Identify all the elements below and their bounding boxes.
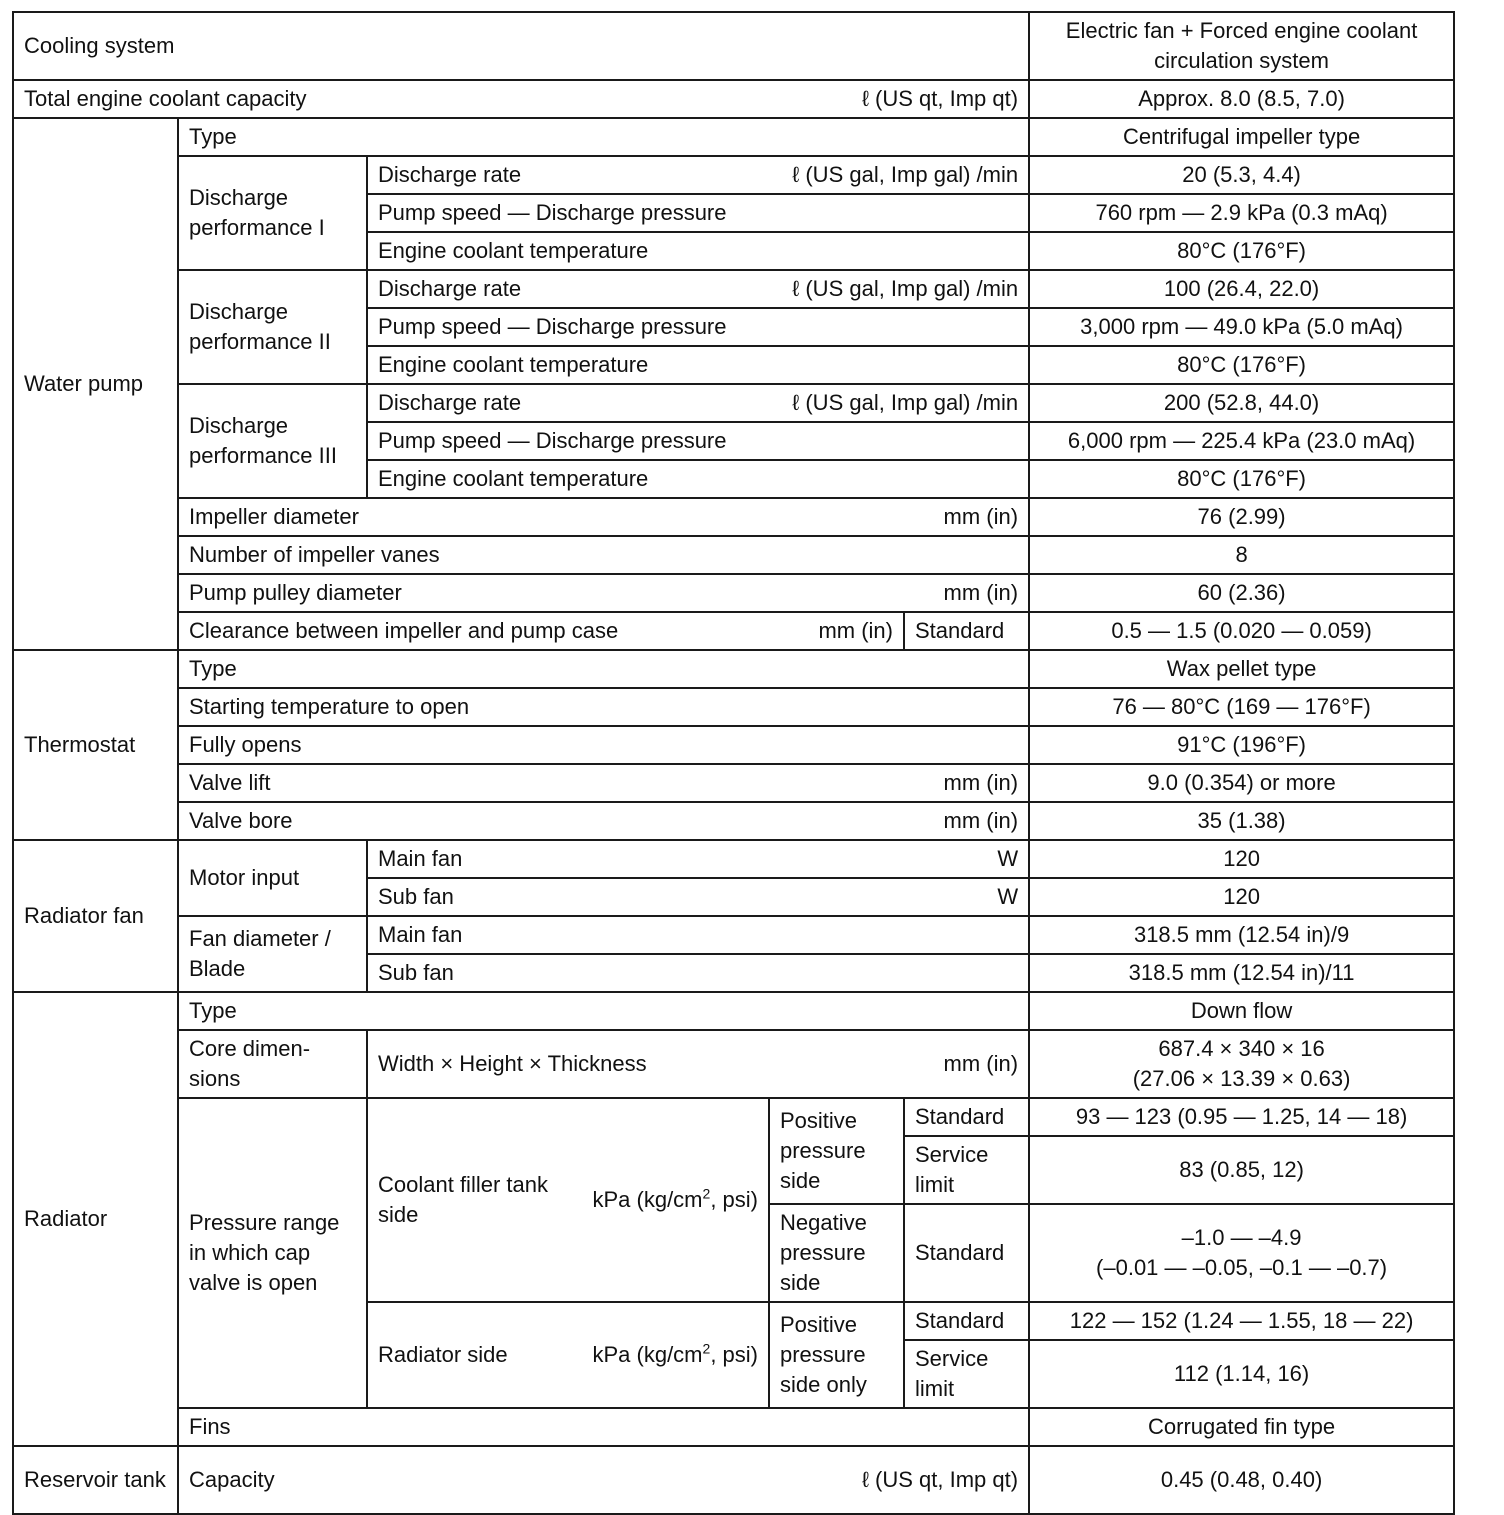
clearance-sub: Standard: [904, 612, 1029, 650]
total-capacity-unit: ℓ (US qt, Imp qt): [861, 86, 1019, 111]
valve-lift-label: Valve lift: [189, 770, 271, 795]
filler-neg-value-line1: –1.0 — –4.9: [1181, 1225, 1302, 1250]
filler-label: Coolant filler tank side: [378, 1172, 548, 1227]
row-perf2-rate: [13, 270, 1454, 308]
row-pulley-diameter: [13, 574, 1454, 612]
clearance-value: 0.5 — 1.5 (0.020 — 0.059): [1029, 612, 1454, 650]
reservoir-unit: ℓ (US qt, Imp qt): [861, 1467, 1019, 1492]
thermostat-label: Thermostat: [13, 650, 178, 840]
valve-bore-value: 35 (1.38): [1029, 802, 1454, 840]
row-perf3-rate: [13, 384, 1454, 422]
radiator-side-service-value: 112 (1.14, 16): [1029, 1340, 1454, 1408]
impeller-diameter-unit: mm (in): [943, 504, 1019, 529]
perf2-rate-unit: ℓ (US gal, Imp gal) /min: [792, 276, 1019, 301]
perf1-rate-label: Discharge rate: [378, 162, 522, 187]
fan-diameter-main-value: 318.5 mm (12.54 in)/9: [1029, 916, 1454, 954]
fins-label: Fins: [178, 1408, 1029, 1446]
clearance-unit: mm (in): [818, 618, 893, 643]
motor-sub-value: 120: [1029, 878, 1454, 916]
filler-negative-label: Negative pressure side: [769, 1204, 904, 1302]
row-thermostat-fully: [13, 726, 1454, 764]
motor-main-unit: W: [997, 846, 1019, 871]
valve-bore-label: Valve bore: [189, 808, 293, 833]
valve-bore-unit: mm (in): [943, 808, 1019, 833]
row-motor-main: [13, 840, 1454, 878]
reservoir-value: 0.45 (0.48, 0.40): [1029, 1446, 1454, 1514]
pulley-diameter-label: Pump pulley diameter: [189, 580, 402, 605]
row-total-capacity: [13, 80, 1454, 118]
radiator-side-service-label: Service limit: [904, 1340, 1029, 1408]
clearance-label: Clearance between impeller and pump case: [189, 618, 619, 643]
fan-diameter-sub-label: Sub fan: [367, 954, 1029, 992]
row-clearance: [13, 612, 1454, 650]
fan-diameter-sub-value: 318.5 mm (12.54 in)/11: [1029, 954, 1454, 992]
filler-neg-value-line2: (–0.01 — –0.05, –0.1 — –0.7): [1096, 1255, 1388, 1280]
perf2-temp-label: Engine coolant temperature: [367, 346, 1029, 384]
motor-sub-unit: W: [997, 884, 1019, 909]
perf1-temp-label: Engine coolant temperature: [367, 232, 1029, 270]
core-value-line1: 687.4 × 340 × 16: [1158, 1036, 1325, 1061]
row-fins: [13, 1408, 1454, 1446]
impeller-vanes-label: Number of impeller vanes: [178, 536, 1029, 574]
impeller-diameter-label: Impeller diameter: [189, 504, 359, 529]
cooling-spec-table: [12, 11, 1455, 1515]
cooling-system-value: Electric fan + Forced engine coolant circulation system: [1029, 12, 1454, 80]
core-label: Core dimen-sions: [178, 1030, 367, 1098]
pulley-diameter-value: 60 (2.36): [1029, 574, 1454, 612]
radiator-side-standard-value: 122 — 152 (1.24 — 1.55, 18 — 22): [1029, 1302, 1454, 1340]
filler-pos-standard-value: 93 — 123 (0.95 — 1.25, 14 — 18): [1029, 1098, 1454, 1136]
fully-opens-value: 91°C (196°F): [1029, 726, 1454, 764]
row-reservoir: [13, 1446, 1454, 1514]
filler-pos-standard-label: Standard: [904, 1098, 1029, 1136]
perf2-rate-value: 100 (26.4, 22.0): [1029, 270, 1454, 308]
fins-value: Corrugated fin type: [1029, 1408, 1454, 1446]
thermostat-type-label: Type: [178, 650, 1029, 688]
row-filler-pos-standard: [13, 1098, 1454, 1136]
cooling-system-label: Cooling system: [13, 12, 1029, 80]
perf2-speed-label: Pump speed — Discharge pressure: [367, 308, 1029, 346]
row-core-dimensions: [13, 1030, 1454, 1098]
row-radiator-type: [13, 992, 1454, 1030]
perf1-speed-label: Pump speed — Discharge pressure: [367, 194, 1029, 232]
motor-main-value: 120: [1029, 840, 1454, 878]
row-thermostat-start: [13, 688, 1454, 726]
core-sub-label: Width × Height × Thickness: [378, 1051, 647, 1076]
radiator-side-standard-label: Standard: [904, 1302, 1029, 1340]
motor-main-label: Main fan: [378, 846, 463, 871]
row-water-pump-type: [13, 118, 1454, 156]
filler-neg-standard-label: Standard: [904, 1204, 1029, 1302]
perf2-speed-value: 3,000 rpm — 49.0 kPa (5.0 mAq): [1029, 308, 1454, 346]
filler-pos-service-label: Service limit: [904, 1136, 1029, 1204]
perf2-label: Discharge performance II: [178, 270, 367, 384]
row-fan-diameter-main: [13, 916, 1454, 954]
water-pump-label: Water pump: [13, 118, 178, 650]
impeller-diameter-value: 76 (2.99): [1029, 498, 1454, 536]
perf3-speed-value: 6,000 rpm — 225.4 kPa (23.0 mAq): [1029, 422, 1454, 460]
thermostat-type-value: Wax pellet type: [1029, 650, 1454, 688]
filler-unit: kPa ($kg/cm^2$, psi): [592, 1185, 758, 1212]
radiator-type-label: Type: [178, 992, 1029, 1030]
perf1-rate-value: 20 (5.3, 4.4): [1029, 156, 1454, 194]
row-thermostat-type: [13, 650, 1454, 688]
perf1-speed-value: 760 rpm — 2.9 kPa (0.3 mAq): [1029, 194, 1454, 232]
radiator-label: Radiator: [13, 992, 178, 1446]
radiator-side-unit: kPa ($kg/cm^2$, psi): [592, 1340, 758, 1367]
perf3-rate-label: Discharge rate: [378, 390, 522, 415]
total-capacity-value: Approx. 8.0 (8.5, 7.0): [1029, 80, 1454, 118]
core-value-line2: (27.06 × 13.39 × 0.63): [1132, 1066, 1351, 1091]
perf3-speed-label: Pump speed — Discharge pressure: [367, 422, 1029, 460]
row-cooling-system: [13, 12, 1454, 80]
motor-sub-label: Sub fan: [378, 884, 454, 909]
filler-pos-service-value: 83 (0.85, 12): [1029, 1136, 1454, 1204]
perf3-temp-label: Engine coolant temperature: [367, 460, 1029, 498]
row-valve-bore: [13, 802, 1454, 840]
radiator-type-value: Down flow: [1029, 992, 1454, 1030]
row-valve-lift: [13, 764, 1454, 802]
water-pump-type-value: Centrifugal impeller type: [1029, 118, 1454, 156]
cap-pressure-label: Pressure range in which cap valve is open: [178, 1098, 367, 1408]
filler-positive-label: Positive pressure side: [769, 1098, 904, 1204]
radiator-fan-label: Radiator fan: [13, 840, 178, 992]
valve-lift-value: 9.0 (0.354) or more: [1029, 764, 1454, 802]
perf2-rate-label: Discharge rate: [378, 276, 522, 301]
perf1-label: Discharge performance I: [178, 156, 367, 270]
start-open-label: Starting temperature to open: [178, 688, 1029, 726]
water-pump-type-label: Type: [178, 118, 1029, 156]
perf3-label: Discharge performance III: [178, 384, 367, 498]
pulley-diameter-unit: mm (in): [943, 580, 1019, 605]
reservoir-label: Reservoir tank: [13, 1446, 178, 1514]
impeller-vanes-value: 8: [1029, 536, 1454, 574]
motor-input-label: Motor input: [178, 840, 367, 916]
perf1-rate-unit: ℓ (US gal, Imp gal) /min: [792, 162, 1019, 187]
fan-diameter-label: Fan diameter / Blade: [178, 916, 367, 992]
row-perf1-rate: [13, 156, 1454, 194]
perf3-rate-unit: ℓ (US gal, Imp gal) /min: [792, 390, 1019, 415]
perf2-temp-value: 80°C (176°F): [1029, 346, 1454, 384]
radiator-side-positive-label: Positive pressure side only: [769, 1302, 904, 1408]
perf3-temp-value: 80°C (176°F): [1029, 460, 1454, 498]
total-capacity-label: Total engine coolant capacity: [24, 86, 307, 111]
perf3-rate-value: 200 (52.8, 44.0): [1029, 384, 1454, 422]
fully-opens-label: Fully opens: [178, 726, 1029, 764]
row-impeller-vanes: [13, 536, 1454, 574]
perf1-temp-value: 80°C (176°F): [1029, 232, 1454, 270]
reservoir-capacity-label: Capacity: [189, 1467, 275, 1492]
valve-lift-unit: mm (in): [943, 770, 1019, 795]
row-impeller-diameter: [13, 498, 1454, 536]
start-open-value: 76 — 80°C (169 — 176°F): [1029, 688, 1454, 726]
core-unit: mm (in): [943, 1051, 1019, 1076]
fan-diameter-main-label: Main fan: [367, 916, 1029, 954]
radiator-side-label: Radiator side: [378, 1342, 508, 1367]
